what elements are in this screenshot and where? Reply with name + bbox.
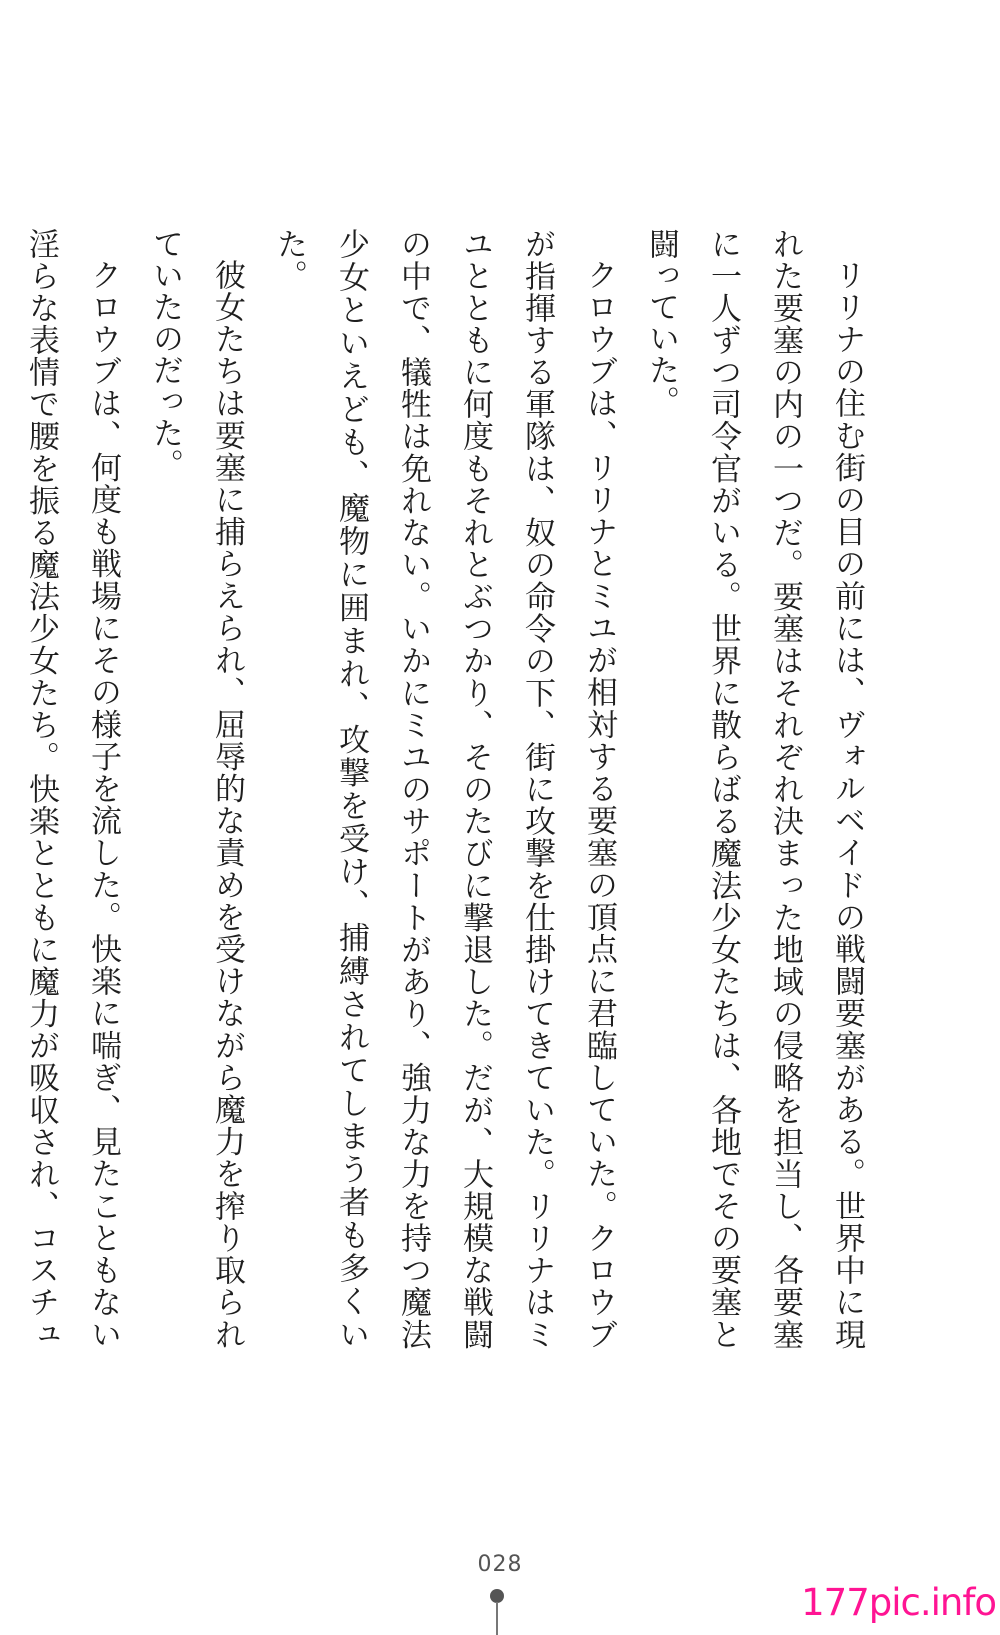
paragraph-3: 彼女たちは要塞に捕らえられ、屈辱的な責めを受けながら魔力を搾り取られていたのだった。 — [147, 228, 245, 1351]
watermark-link[interactable]: 177pic.info — [801, 1581, 996, 1624]
paragraph-4: クロウブは、何度も戦場にその様子を流した。快楽に喘ぎ、見たこともない淫らな表情で腰を振る魔法少女たち。快楽とともに魔力が吸収され、コスチュ — [23, 228, 121, 1350]
paragraph-2: クロウブは、リリナとミユが相対する要塞の頂点に君臨していた。クロウブが指揮する軍隊は、奴の命令の下、街に攻撃を仕掛けてきていた。リリナはミユとともに何度もそれとぶつかり、そのたびに撃退した。だが、大規模な戦闘の中で、犠牲は免れない。いかにミユのサポートがあり、強力な力を持つ魔法少女といえども、魔物に囲まれ、攻撃を受け、捕縛されてしまう者も多くいた。 — [271, 228, 617, 1350]
paragraph-1: リリナの住む街の目の前には、ヴォルベイドの戦闘要塞がある。世界中に現れた要塞の内の一つだ。要塞はそれぞれ決まった地域の侵略を担当し、各要塞に一人ずつ司令官がいる。世界に散らばる魔法少女たちは、各地でその要塞と闘っていた。 — [643, 228, 865, 1351]
body-text — [23, 228, 878, 1351]
folio-line — [496, 1602, 498, 1635]
page-number: 028 — [477, 1552, 523, 1577]
folio-dot-icon — [490, 1589, 504, 1603]
